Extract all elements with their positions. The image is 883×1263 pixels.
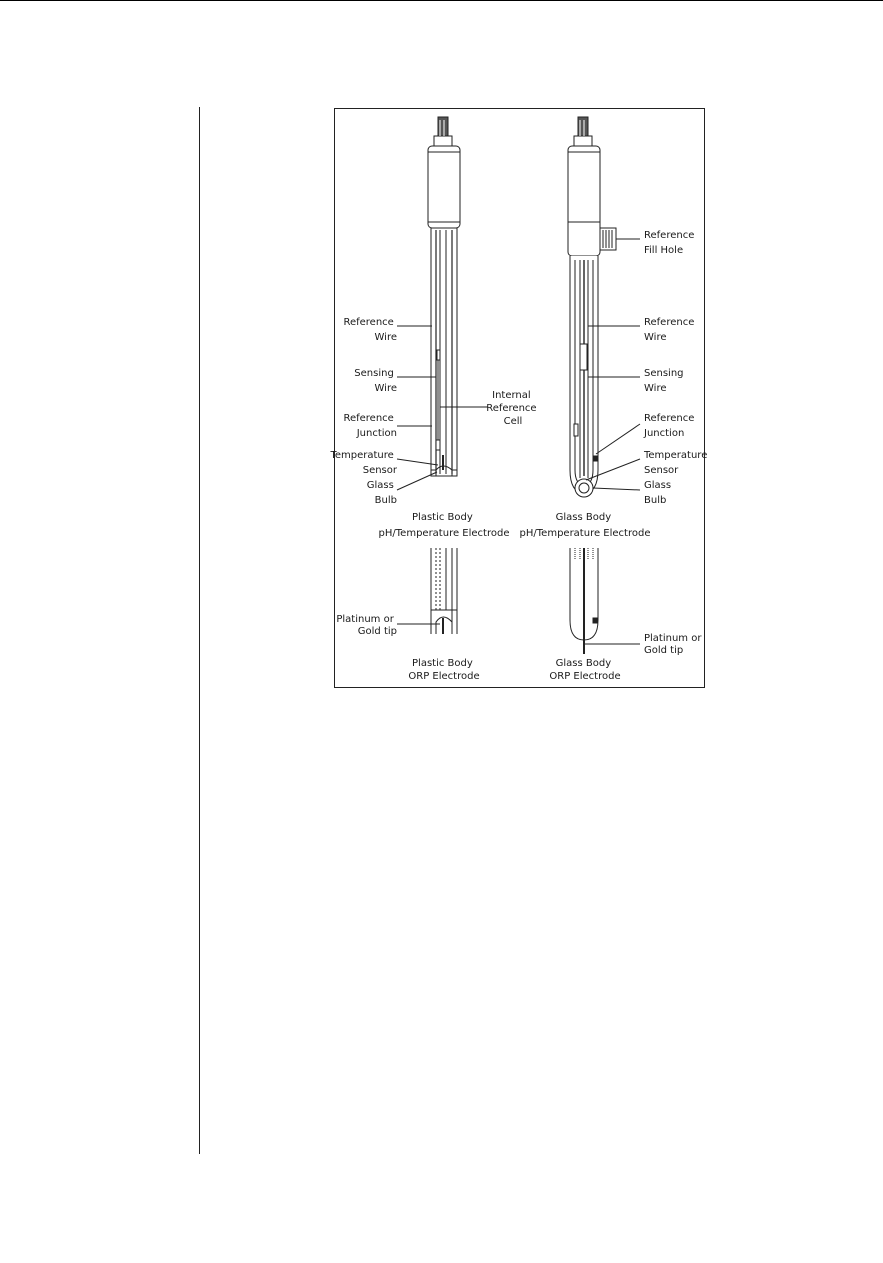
glass-ref-junction-label: Reference Junction (644, 413, 695, 439)
internal-ref-cell-label: Internal Reference Cell (486, 390, 537, 427)
plastic-temp-sensor-label: Temperature Sensor (330, 450, 397, 476)
glass-orp-caption: Glass Body ORP Electrode (549, 658, 621, 682)
glass-temp-sensor-label: Temperature Sensor (644, 450, 708, 476)
plastic-ph-caption: Plastic Body pH/Temperature Electrode (378, 512, 510, 539)
glass-ph-caption: Glass Body pH/Temperature Electrode (519, 512, 651, 539)
glass-fill-hole-label: Reference Fill Hole (644, 230, 695, 256)
glass-orp-electrode (570, 548, 598, 654)
glass-ph-electrode (568, 117, 616, 497)
plastic-orp-electrode (431, 548, 457, 634)
glass-sensing-wire-label: Sensing Wire (644, 368, 684, 394)
plastic-ref-wire-label: Reference Wire (343, 317, 397, 343)
plastic-orp-tip-label: Platinum or Gold tip (336, 614, 397, 637)
plastic-sensing-wire-label: Sensing Wire (354, 368, 397, 394)
plastic-glass-bulb-label: Glass Bulb (366, 480, 397, 506)
glass-orp-tip-label: Platinum or Gold tip (644, 633, 702, 656)
glass-ref-wire-label: Reference Wire (644, 317, 695, 343)
plastic-ref-junction-label: Reference Junction (343, 413, 397, 439)
glass-glass-bulb-label: Glass Bulb (644, 480, 672, 506)
plastic-orp-caption: Plastic Body ORP Electrode (408, 658, 480, 682)
plastic-ph-electrode (428, 117, 460, 476)
